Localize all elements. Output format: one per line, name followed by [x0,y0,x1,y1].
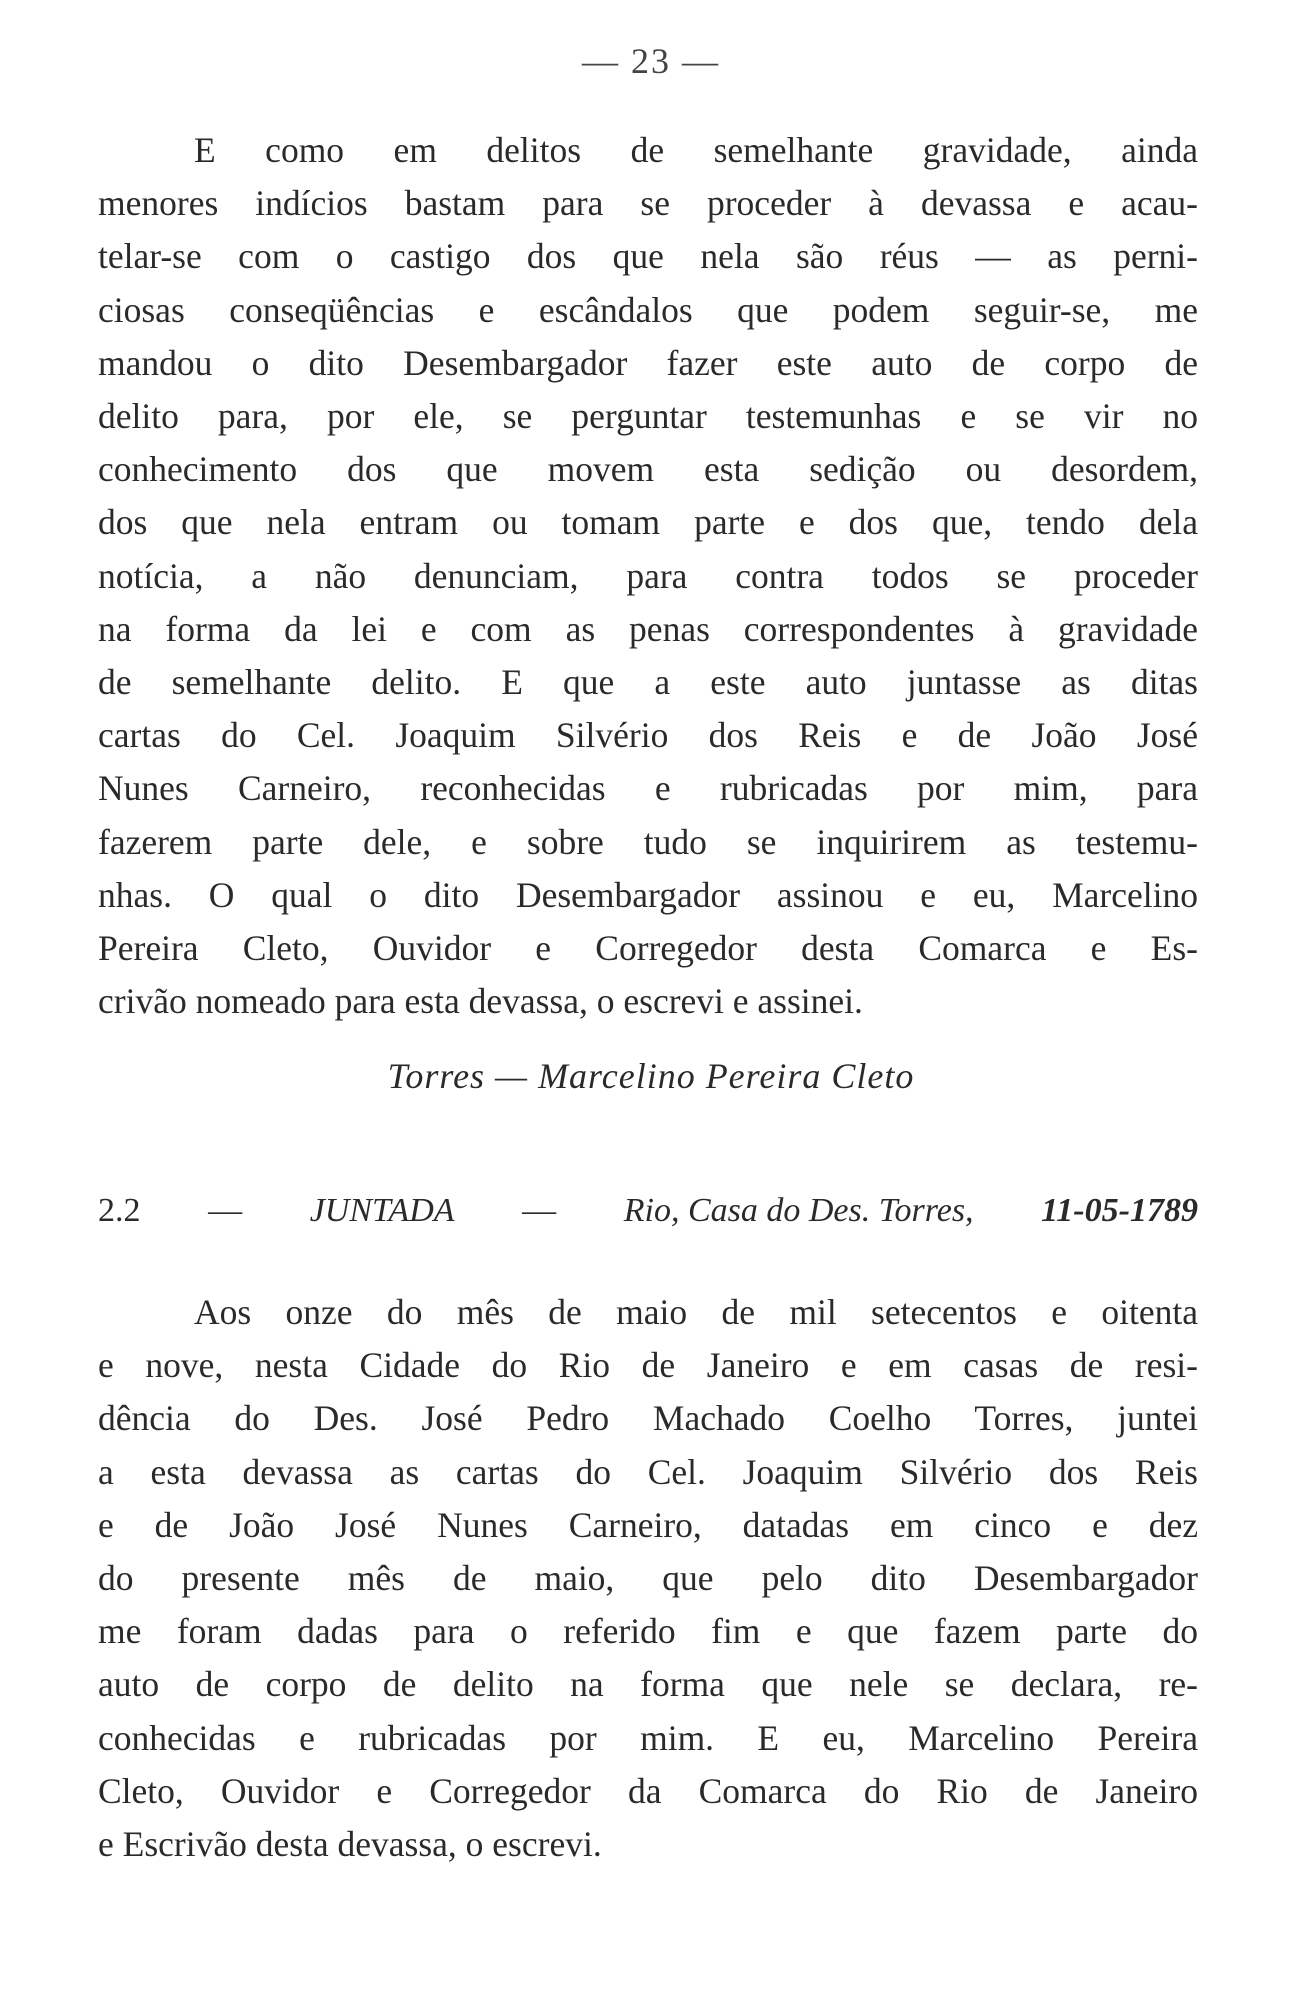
text-line: do presente mês de maio, que pelo dito Desembargador [98,1558,1198,1599]
paragraph-auto-de-corpo-de-delito [98,124,1198,1028]
text-line: fazerem parte dele, e sobre tudo se inquirirem as testemu- [98,821,1198,862]
section-dash: — [522,1192,557,1229]
text-line: dos que nela entram ou tomam parte e dos que, tendo dela [98,502,1198,543]
text-line: me foram dadas para o referido fim e que fazem parte do [98,1611,1198,1652]
text-line: crivão nomeado para esta devassa, o escrevi e assinei. [98,981,863,1022]
section-place: Rio, Casa do Des. Torres, [623,1192,974,1229]
text-line: na forma da lei e com as penas correspondentes à gravidade [98,608,1198,649]
text-line: dência do Des. José Pedro Machado Coelho Torres, juntei [98,1398,1198,1439]
text-line: e nove, nesta Cidade do Rio de Janeiro e em casas de resi- [98,1345,1198,1386]
section-title: JUNTADA [309,1192,455,1229]
text-line: delito para, por ele, se perguntar testemunhas e se vir no [98,396,1198,437]
section-heading [98,1192,1198,1230]
text-line: e Escrivão desta devassa, o escrevi. [98,1824,602,1865]
section-date: 11-05-1789 [1041,1192,1198,1229]
text-line: e de João José Nunes Carneiro, datadas em cinco e dez [98,1504,1198,1545]
text-line: Aos onze do mês de maio de mil setecentos e oitenta [194,1292,1198,1332]
text-line: nhas. O qual o dito Desembargador assinou e eu, Marcelino [98,874,1198,915]
text-line: conhecimento dos que movem esta sedição ou desordem, [98,449,1198,490]
text-line: de semelhante delito. E que a este auto juntasse as ditas [98,662,1198,703]
signatures: Torres — Marcelino Pereira Cleto [387,1056,915,1096]
section-number: 2.2 [98,1192,141,1229]
section-dash: — [208,1192,243,1229]
paragraph-juntada [98,1286,1198,1871]
text-line: auto de corpo de delito na forma que nele se declara, re- [98,1664,1198,1705]
text-line: ciosas conseqüências e escândalos que podem seguir-se, me [98,289,1198,330]
text-line: menores indícios bastam para se proceder à devassa e acau- [98,183,1198,224]
text-line: Nunes Carneiro, reconhecidas e rubricadas por mim, para [98,768,1198,809]
text-line: Pereira Cleto, Ouvidor e Corregedor desta Comarca e Es- [98,928,1198,969]
text-line: telar-se com o castigo dos que nela são réus — as perni- [98,236,1198,277]
text-line: a esta devassa as cartas do Cel. Joaquim Silvério dos Reis [98,1451,1198,1492]
page-number: — 23 — [582,41,720,81]
text-line: Cleto, Ouvidor e Corregedor da Comarca do Rio de Janeiro [98,1770,1198,1811]
text-line: E como em delitos de semelhante gravidade, ainda [194,130,1198,170]
text-line: notícia, a não denunciam, para contra todos se proceder [98,555,1198,596]
text-line: conhecidas e rubricadas por mim. E eu, Marcelino Pereira [98,1717,1198,1758]
text-line: cartas do Cel. Joaquim Silvério dos Reis e de João José [98,715,1198,756]
text-line: mandou o dito Desembargador fazer este auto de corpo de [98,342,1198,383]
